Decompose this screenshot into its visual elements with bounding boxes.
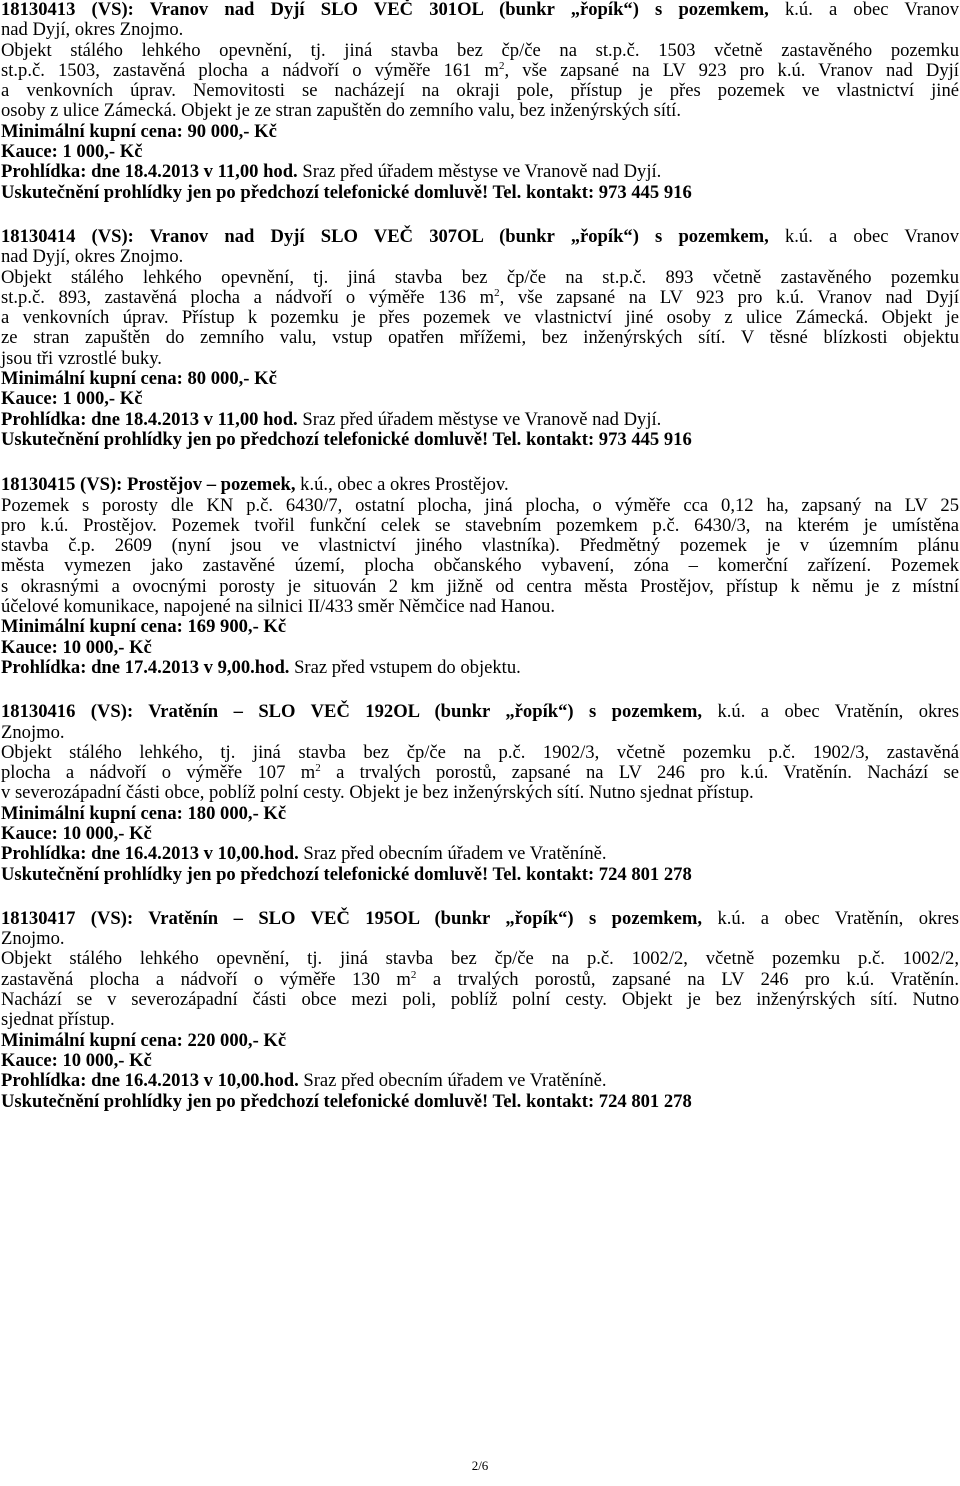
listing-section [1,227,959,450]
text-run: Sraz před obecním úřadem ve Vratěníně. [303,843,607,865]
text-line [1,288,959,308]
text-run: k.ú. a obec Vratěnín, okres [717,907,959,929]
text-run: k.ú., obec a okres Prostějov. [300,474,509,496]
superscript: 2 [410,968,417,981]
text-run: Objekt stálého lehkého, tj. jiná stavba bez čp/če na p.č. 1902/3, včetně pozemku p.č. 1902/3, zastavěná [1,741,959,763]
bold-text: Kauce: 10 000,- Kč [1,822,152,844]
text-line [1,475,959,495]
document-body [1,0,959,1112]
bold-text: Kauce: 1 000,- Kč [1,141,143,163]
text-line [1,577,959,597]
text-run: , vše zapsané na LV 923 pro k.ú. Vranov nad Dyjí [504,59,959,81]
text-run: jsou tři vzrostlé buky. [1,347,162,369]
text-line [1,804,959,824]
text-line [1,268,959,288]
text-line [1,516,959,536]
text-line [1,162,959,182]
bold-text: 18130416 (VS): Vratěnín – SLO VEČ 192OL (bunkr „řopík“) s pozemkem, [1,701,718,723]
text-line [1,723,959,743]
text-line [1,247,959,267]
text-run: a trvalých porostů, zapsané na LV 246 pro k.ú. Vratěnín. [416,968,959,990]
bold-text: Uskutečnění prohlídky jen po předchozí telefonické domluvě! Tel. kontakt: 724 801 278 [1,1090,692,1112]
text-run: a trvalých porostů, zapsané na LV 246 pro k.ú. Vratěnín. Nachází se [320,762,959,784]
text-run: Sraz před obecním úřadem ve Vratěníně. [303,1070,607,1092]
text-line [1,865,959,885]
text-line [1,308,959,328]
text-line [1,617,959,637]
text-line [1,227,959,247]
text-line [1,389,959,409]
bold-text: 18130415 (VS): Prostějov – pozemek, [1,474,301,496]
bold-text: Kauce: 10 000,- Kč [1,1049,152,1071]
text-line [1,536,959,556]
text-line [1,1051,959,1071]
text-run: st.p.č. 1503, zastavěná plocha a nádvoří o výměře 161 m [1,59,500,81]
text-line [1,328,959,348]
superscript: 2 [499,59,505,72]
text-line [1,844,959,864]
text-line [1,743,959,763]
bold-text: Prohlídka: dne 18.4.2013 v 11,00 hod. [1,408,303,430]
text-line [1,20,959,40]
listing-section [1,475,959,678]
text-run: nad Dyjí, okres Znojmo. [1,19,184,41]
bold-text: Minimální kupní cena: 80 000,- Kč [1,368,277,390]
text-run: plocha a nádvoří o výměře 107 m [1,762,316,784]
bold-text: 18130413 (VS): Vranov nad Dyjí SLO VEČ 301OL (bunkr „řopík“) s pozemkem, [1,0,785,20]
bold-text: Prohlídka: dne 16.4.2013 v 10,00.hod. [1,843,304,865]
text-line [1,142,959,162]
bold-text: Minimální kupní cena: 180 000,- Kč [1,802,287,824]
text-line [1,702,959,722]
text-run: osoby z ulice Zámecká. Objekt je ze stran zapuštěn do zemního valu, bez inženýrských sítí. [1,100,681,122]
text-line [1,990,959,1010]
bold-text: Kauce: 1 000,- Kč [1,388,143,410]
bold-text: Kauce: 10 000,- Kč [1,636,152,658]
bold-text: Minimální kupní cena: 90 000,- Kč [1,120,277,142]
text-line [1,101,959,121]
bold-text: Uskutečnění prohlídky jen po předchozí telefonické domluvě! Tel. kontakt: 973 445 916 [1,428,692,450]
text-line [1,430,959,450]
text-line [1,929,959,949]
text-run: ze stran zapuštěn do zemního valu, vstup opatřen mřížemi, bez inženýrských sítí. V těsné blízkosti objektu [1,327,959,349]
text-line [1,183,959,203]
text-run: Objekt stálého lehkého opevnění, tj. jiná stavba bez čp/če na p.č. 1002/2, včetně pozemku p.č. 1002/2, [1,948,959,970]
text-line [1,1092,959,1112]
text-line [1,556,959,576]
text-run: k.ú. a obec Vranov [784,225,959,247]
text-line [1,41,959,61]
text-line [1,909,959,929]
text-run: města vymezen jako zastavěné území, plocha občanského vybavení, zóna – komerční zařízení. Pozemek [1,555,959,577]
text-line [1,1010,959,1030]
text-line [1,949,959,969]
text-run: k.ú. a obec Vranov [784,0,959,20]
text-run: sjednat přístup. [1,1009,115,1031]
text-run: k.ú. a obec Vratěnín, okres [717,701,959,723]
text-run: Sraz před vstupem do objektu. [294,656,521,678]
bold-text: Prohlídka: dne 16.4.2013 v 10,00.hod. [1,1070,304,1092]
text-run: a venkovních úprav. Přístup k pozemku je přes pozemek ve vlastnictví jiné osoby z ulice Zámecká. Objekt je [1,307,959,329]
text-line [1,369,959,389]
text-run: stavba č.p. 2609 (nyní jsou ve vlastnictví jiného vlastníka). Předmětný pozemek je v územním plánu [1,535,959,557]
text-run: Sraz před úřadem městyse ve Vranově nad Dyjí. [302,161,662,183]
text-run: Objekt stálého lehkého opevnění, tj. jiná stavba bez čp/če na st.p.č. 1503 včetně zastavěného pozemku [1,39,959,61]
text-run: účelové komunikace, napojené na silnici II/433 směr Němčice nad Hanou. [1,596,555,618]
text-line [1,349,959,369]
text-line [1,81,959,101]
text-line [1,1071,959,1091]
section-gap [1,678,959,702]
section-gap [1,450,959,475]
text-run: s okrasnými a ovocnými porosty je situován 2 km jižně od centra města Prostějov, přístup k němu je z místní [1,575,959,597]
bold-text: Uskutečnění prohlídky jen po předchozí telefonické domluvě! Tel. kontakt: 973 445 916 [1,181,692,203]
text-line [1,763,959,783]
text-line [1,61,959,81]
text-line [1,122,959,142]
listing-section [1,0,959,203]
bold-text: Minimální kupní cena: 220 000,- Kč [1,1029,287,1051]
section-gap [1,885,959,909]
section-gap [1,203,959,227]
text-line [1,597,959,617]
text-line [1,824,959,844]
text-run: pro k.ú. Prostějov. Pozemek tvořil funkční celek se stavebním pozemkem p.č. 6430/3, na kterém je umístěna [1,514,959,536]
superscript: 2 [494,286,500,299]
text-run: nad Dyjí, okres Znojmo. [1,246,184,268]
text-run: Znojmo. [1,928,65,950]
text-line [1,410,959,430]
text-line [1,783,959,803]
text-line [1,1031,959,1051]
listing-section [1,702,959,885]
bold-text: Minimální kupní cena: 169 900,- Kč [1,616,287,638]
text-run: st.p.č. 893, zastavěná plocha a nádvoří o výměře 136 m [1,286,495,308]
text-run: Pozemek s porosty dle KN p.č. 6430/7, ostatní plocha, jiná plocha, o výměře cca 0,12 ha, zapsaný na LV 25 [1,494,959,516]
text-line [1,638,959,658]
text-run: , vše zapsané na LV 923 pro k.ú. Vranov nad Dyjí [499,286,959,308]
page-number: 2/6 [471,1458,489,1473]
bold-text: Prohlídka: dne 18.4.2013 v 11,00 hod. [1,161,303,183]
text-line [1,970,959,990]
text-run: Znojmo. [1,721,65,743]
listing-section [1,909,959,1112]
bold-text: Uskutečnění prohlídky jen po předchozí telefonické domluvě! Tel. kontakt: 724 801 278 [1,863,692,885]
bold-text: 18130414 (VS): Vranov nad Dyjí SLO VEČ 307OL (bunkr „řopík“) s pozemkem, [1,225,785,247]
text-run: Sraz před úřadem městyse ve Vranově nad Dyjí. [302,408,662,430]
text-line [1,658,959,678]
text-run: zastavěná plocha a nádvoří o výměře 130 m [1,968,411,990]
bold-text: Prohlídka: dne 17.4.2013 v 9,00.hod. [1,656,295,678]
superscript: 2 [315,762,321,775]
text-line [1,0,959,20]
text-line [1,496,959,516]
text-run: a venkovních úprav. Nemovitosti se nacházejí na okraji pole, přístup je přes pozemek ve vlastnictví jiné [1,80,959,102]
text-run: Objekt stálého lehkého opevnění, tj. jiná stavba bez čp/če na st.p.č. 893 včetně zastavěného pozemku [1,266,959,288]
text-run: Nachází se v severozápadní části obce mezi poli, poblíž polní cesty. Objekt je bez inženýrských sítí. Nutno [1,989,959,1011]
bold-text: 18130417 (VS): Vratěnín – SLO VEČ 195OL (bunkr „řopík“) s pozemkem, [1,907,718,929]
text-run: v severozápadní části obce, poblíž polní cesty. Objekt je bez inženýrských sítí. Nutno sjednat přístup. [1,782,754,804]
